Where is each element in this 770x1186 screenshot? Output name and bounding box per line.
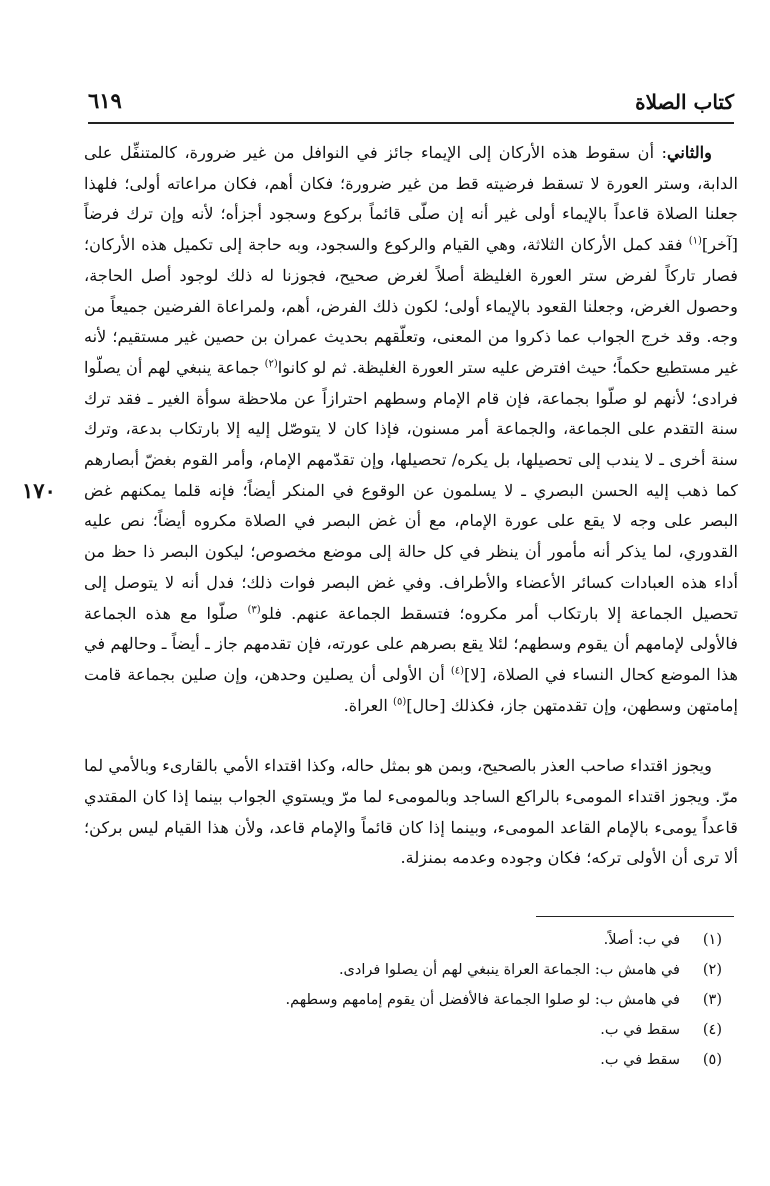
text-run: صلّوا مع هذه الجماعة فالأولى لإمامهم أن يقوم وسطهم؛ لئلا يقع بصرهم على عورته، فإن تقدمهم جاز ـ أيضاً ـ وحالهم في هذا الموضع كحال النساء في الصلاة، [لا] <box>84 603 738 684</box>
paragraph-2: ويجوز اقتداء صاحب العذر بالصحيح، وبمن هو بمثل حاله، وكذا اقتداء الأمي بالقارىء وبالأمي لما مرّ. ويجوز اقتداء المومىء بالراكع الساجد وبالمومىء لما مرّ ويستوي الجواب بينما إذا كان المقتدي قاعداً يومىء بالإمام القاعد المومىء، وبينما إذا كان قائماً والإمام قاعد، ولأن هذا القيام ليس بركن؛ ألا ترى أن الأولى تركه؛ فكان وجوده وعدمه بمنزلة. <box>84 756 738 868</box>
text-run: أن الأولى أن يصلين وحدهن، وإن صلين بجماعة قامت إمامتهن وسطهن، وإن تقدمتهن جاز، فكذلك [حال] <box>84 664 738 715</box>
footnote-item <box>82 1045 722 1075</box>
paragraph-gap <box>84 721 738 751</box>
footnote-ref-4: (٤) <box>450 665 465 677</box>
footnote-rule <box>536 916 734 917</box>
main-text <box>84 138 738 874</box>
page-header <box>88 84 734 118</box>
footnote-text: في ب: أصلاً. <box>603 932 680 948</box>
footnote-text: سقط في ب. <box>600 1052 680 1068</box>
footnote-ref-3: (٣) <box>247 604 261 616</box>
text-run: جماعة ينبغي لهم أن يصلّوا فرادى؛ لأنهم لو صلّوا بجماعة، فإن قام الإمام وسطهم احترازاً عن ملاحظة سوأة الغير ـ فقد ترك سنة التقدم على الجماعة، والجماعة أمر مسنون، فإذا كان لا يتوصّل إليه إلا بارتكاب بدعة، وترك سنة أخرى ـ لا يندب إلى تحصيلها، بل يكره/ تحصيلها، وإن تقدّمهم الإمام، وأمر القوم بغضّ أبصارهم كما ذهب إليه الحسن البصري ـ لا يسلمون عن الوقوع في المنكر أيضاً؛ فإنه قلما يمكنهم غض البصر على وجه لا يقع على عورة الإمام، مع أن غض البصر في الصلاة مكروه أيضاً؛ نص عليه القدوري، لما يذكر أنه مأمور أن ينظر في كل حالة إلى موضع مخصوص؛ ليكون البصر ذا حظ من أداء هذه العبادات كسائر الأعضاء والأطراف. وفي غض البصر فوات ذلك؛ فدل أنه لا يتوصل إلى تحصيل الجماعة إلا بارتكاب أمر مكروه؛ فتسقط الجماعة عنهم. فلو <box>84 357 738 623</box>
paragraph-1 <box>84 138 738 721</box>
footnote-item <box>82 1015 722 1045</box>
footnote-ref-5: (٥) <box>393 696 407 708</box>
footnote-text: في هامش ب: لو صلوا الجماعة فالأفضل أن يقوم إمامهم وسطهم. <box>285 992 680 1008</box>
footnotes <box>82 925 722 1075</box>
footnote-number: (١) <box>702 932 722 948</box>
footnote-text: في هامش ب: الجماعة العراة ينبغي لهم أن يصلوا فرادى. <box>338 962 680 978</box>
footnote-ref-1: (١) <box>688 235 702 247</box>
footnote-number: (٣) <box>702 992 722 1008</box>
page-number: ٦١٩ <box>88 88 122 113</box>
footnote-number: (٥) <box>702 1052 722 1068</box>
running-title: كتاب الصلاة <box>635 90 734 114</box>
header-rule <box>88 122 734 124</box>
margin-manuscript-number: ١٧٠ <box>22 478 56 503</box>
footnote-item <box>82 925 722 955</box>
paragraph-lead-word: والثاني <box>666 143 712 162</box>
text-run: : أن سقوط هذه الأركان إلى الإيماء جائز في النوافل من غير ضرورة، كالمتنفِّل على الدابة، وستر العورة لا تسقط فرضيته قط من غير ضرورة؛ فكان أهم، فكان مراعاته أولى؛ فلهذا جعلنا الصلاة قاعداً بالإيماء أولى غير أنه إن صلّى قائماً بركوع وسجود أجزأه؛ لأنه وإن ترك فرضاً [آخر] <box>84 143 738 255</box>
footnote-item <box>82 955 722 985</box>
footnote-ref-2: (٢) <box>264 358 278 370</box>
text-run: فقد كمل الأركان الثلاثة، وهي القيام والركوع والسجود، وبه حاجة إلى تكميل هذه الأركان؛ فصار تاركاً لفرض ستر العورة الغليظة أصلاً لغرض صحيح، فجوزنا له ذلك لوجود أصل الحاجة، وحصول الغرض، وجعلنا القعود بالإيماء أولى؛ لكون ذلك الفرض، أهم، ولمراعاة الفرضين جميعاً من وجه. وقد خرج الجواب عما ذكروا من المعنى، وتعلّقهم بحديث عمران بن حصين غير مستقيم؛ لأنه غير مستطيع حكماً؛ حيث افترض عليه ستر العورة الغليظة. ثم لو كانوا <box>84 235 738 377</box>
text-run: العراة. <box>343 695 394 715</box>
footnote-item <box>82 985 722 1015</box>
footnote-number: (٢) <box>702 962 722 978</box>
footnote-text: سقط في ب. <box>600 1022 680 1038</box>
footnote-number: (٤) <box>702 1022 722 1038</box>
